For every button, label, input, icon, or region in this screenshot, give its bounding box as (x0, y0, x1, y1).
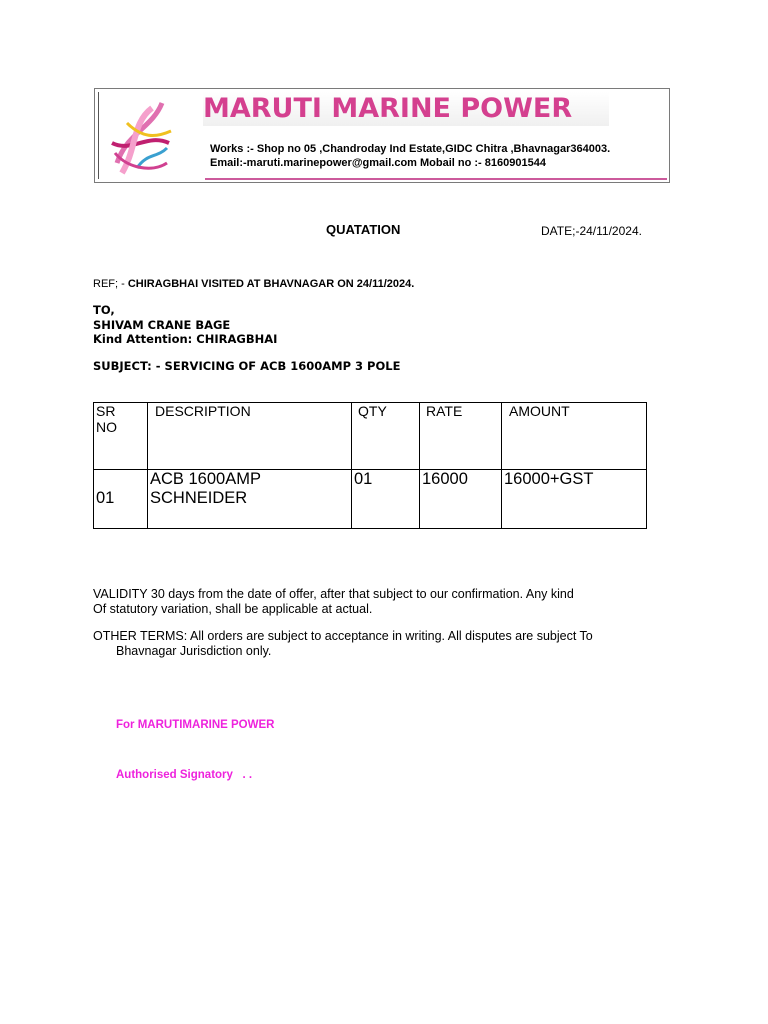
cell-description-line1: ACB 1600AMP (150, 470, 261, 488)
reference-prefix: REF; - (93, 278, 128, 290)
other-terms-line2: Bhavnagar Jurisdiction only. (116, 643, 272, 658)
header-sr: SR (96, 403, 116, 419)
document-title: QUATATION (326, 222, 401, 237)
signoff-company: For MARUTIMARINE POWER (116, 719, 275, 731)
recipient-name: SHIVAM CRANE BAGE (93, 317, 231, 332)
other-terms (93, 629, 593, 658)
company-name: MARUTI MARINE POWER (203, 92, 609, 126)
subject-line: SUBJECT: - SERVICING OF ACB 1600AMP 3 POLE (93, 359, 401, 373)
cell-amount: 16000+GST (502, 470, 647, 529)
validity-line2: Of statutory variation, shall be applicable at actual. (93, 601, 373, 616)
reference-line (93, 278, 414, 290)
cell-rate: 16000 (420, 470, 502, 529)
table-row (94, 470, 647, 529)
header-sr-no (94, 403, 148, 470)
letterhead-border-bar (98, 92, 99, 179)
company-contact: Email:-maruti.marinepower@gmail.com Mobail no :- 8160901544 (210, 157, 546, 169)
table-header-row (94, 403, 647, 470)
ribbon-logo-icon (107, 93, 177, 179)
cell-qty: 01 (352, 470, 420, 529)
recipient-attention: Kind Attention: CHIRAGBHAI (93, 332, 278, 346)
letterhead-underline (205, 178, 667, 180)
letterhead (94, 88, 670, 183)
header-rate: RATE (420, 403, 502, 470)
cell-sr-value: 01 (96, 489, 115, 507)
validity-line1: VALIDITY 30 days from the date of offer, after that subject to our confirmation. Any kind (93, 587, 574, 601)
header-description: DESCRIPTION (148, 403, 352, 470)
header-no: NO (96, 419, 117, 435)
cell-description (148, 470, 352, 529)
validity-terms (93, 587, 574, 616)
company-address: Works :- Shop no 05 ,Chandroday Ind Estate,GIDC Chitra ,Bhavnagar364003. (210, 143, 611, 155)
cell-description-line2: SCHNEIDER (150, 489, 248, 507)
header-qty: QTY (352, 403, 420, 470)
reference-text: CHIRAGBHAI VISITED AT BHAVNAGAR ON 24/11/2024. (127, 278, 415, 290)
recipient-to: TO, (93, 303, 115, 317)
header-amount: AMOUNT (502, 403, 647, 470)
cell-sr-no (94, 470, 148, 529)
authorised-signatory: Authorised Signatory . . (116, 769, 253, 781)
quotation-table (93, 402, 647, 529)
document-date: DATE;-24/11/2024. (541, 224, 642, 238)
other-terms-line1: OTHER TERMS: All orders are subject to acceptance in writing. All disputes are subject To (93, 629, 593, 643)
recipient-block (93, 303, 277, 347)
